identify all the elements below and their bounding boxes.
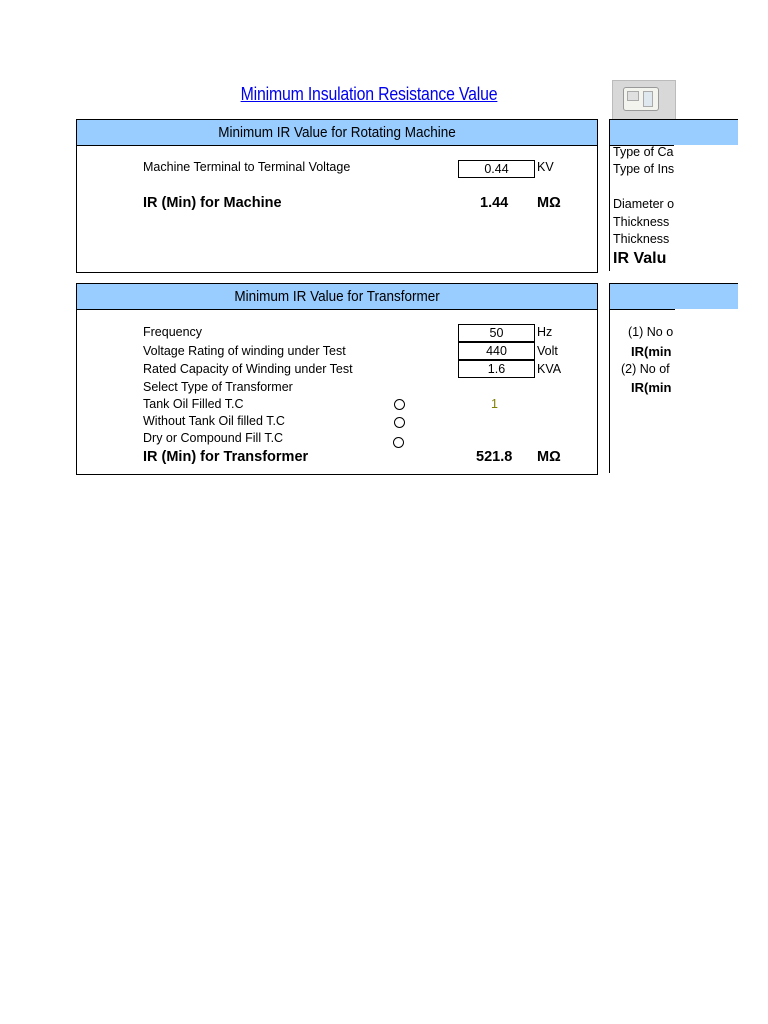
right-line-3: (2) No of	[621, 362, 670, 376]
selected-option-value: 1	[491, 397, 498, 411]
option-dry-compound-radio[interactable]	[393, 437, 404, 448]
machine-voltage-unit: KV	[537, 160, 554, 174]
machine-result-value: 1.44	[480, 195, 509, 211]
cable-panel-partial	[609, 119, 738, 271]
option-without-tank-label: Without Tank Oil filled T.C	[143, 414, 285, 428]
insulation-type-label: Type of Ins	[613, 162, 674, 176]
select-transformer-label: Select Type of Transformer	[143, 380, 293, 394]
rotating-machine-header: Minimum IR Value for Rotating Machine	[77, 120, 597, 146]
capacity-unit: KVA	[537, 362, 562, 376]
option-dry-compound-label: Dry or Compound Fill T.C	[143, 431, 284, 445]
frequency-input[interactable]: 50	[458, 324, 535, 342]
option-tank-oil-radio[interactable]	[394, 399, 405, 410]
capacity-input[interactable]: 1.6	[458, 360, 535, 378]
transformer-result-value: 521.8	[476, 449, 513, 465]
machine-result-label: IR (Min) for Machine	[143, 195, 282, 211]
transformer-header: Minimum IR Value for Transformer	[77, 284, 597, 310]
insulation-tester-image	[612, 80, 676, 120]
page-title[interactable]: Minimum Insulation Resistance Value	[240, 84, 498, 104]
machine-voltage-label: Machine Terminal to Terminal Voltage	[143, 160, 351, 174]
diameter-label: Diameter o	[613, 197, 674, 211]
cable-type-label: Type of Ca	[613, 145, 674, 159]
transformer-panel	[76, 283, 598, 475]
frequency-unit: Hz	[537, 325, 553, 339]
frequency-label: Frequency	[143, 325, 203, 339]
thickness-label-1: Thickness	[613, 215, 670, 229]
winding-voltage-unit: Volt	[537, 344, 558, 358]
machine-voltage-input[interactable]: 0.44	[458, 160, 535, 178]
right-line-4: IR(min	[631, 380, 672, 395]
transformer-result-unit: MΩ	[537, 449, 561, 465]
option-tank-oil-label: Tank Oil Filled T.C	[143, 397, 244, 411]
right-line-2: IR(min	[631, 344, 672, 359]
machine-result-unit: MΩ	[537, 195, 561, 211]
right-line-1: (1) No o	[628, 325, 674, 339]
cable-ir-value-label: IR Valu	[613, 250, 667, 267]
capacity-label: Rated Capacity of Winding under Test	[143, 362, 353, 376]
winding-voltage-input[interactable]: 440	[458, 342, 535, 360]
thickness-label-2: Thickness	[613, 232, 670, 246]
winding-voltage-label: Voltage Rating of winding under Test	[143, 344, 346, 358]
right-panel-partial	[609, 283, 738, 473]
transformer-result-label: IR (Min) for Transformer	[143, 449, 309, 465]
option-without-tank-radio[interactable]	[394, 417, 405, 428]
